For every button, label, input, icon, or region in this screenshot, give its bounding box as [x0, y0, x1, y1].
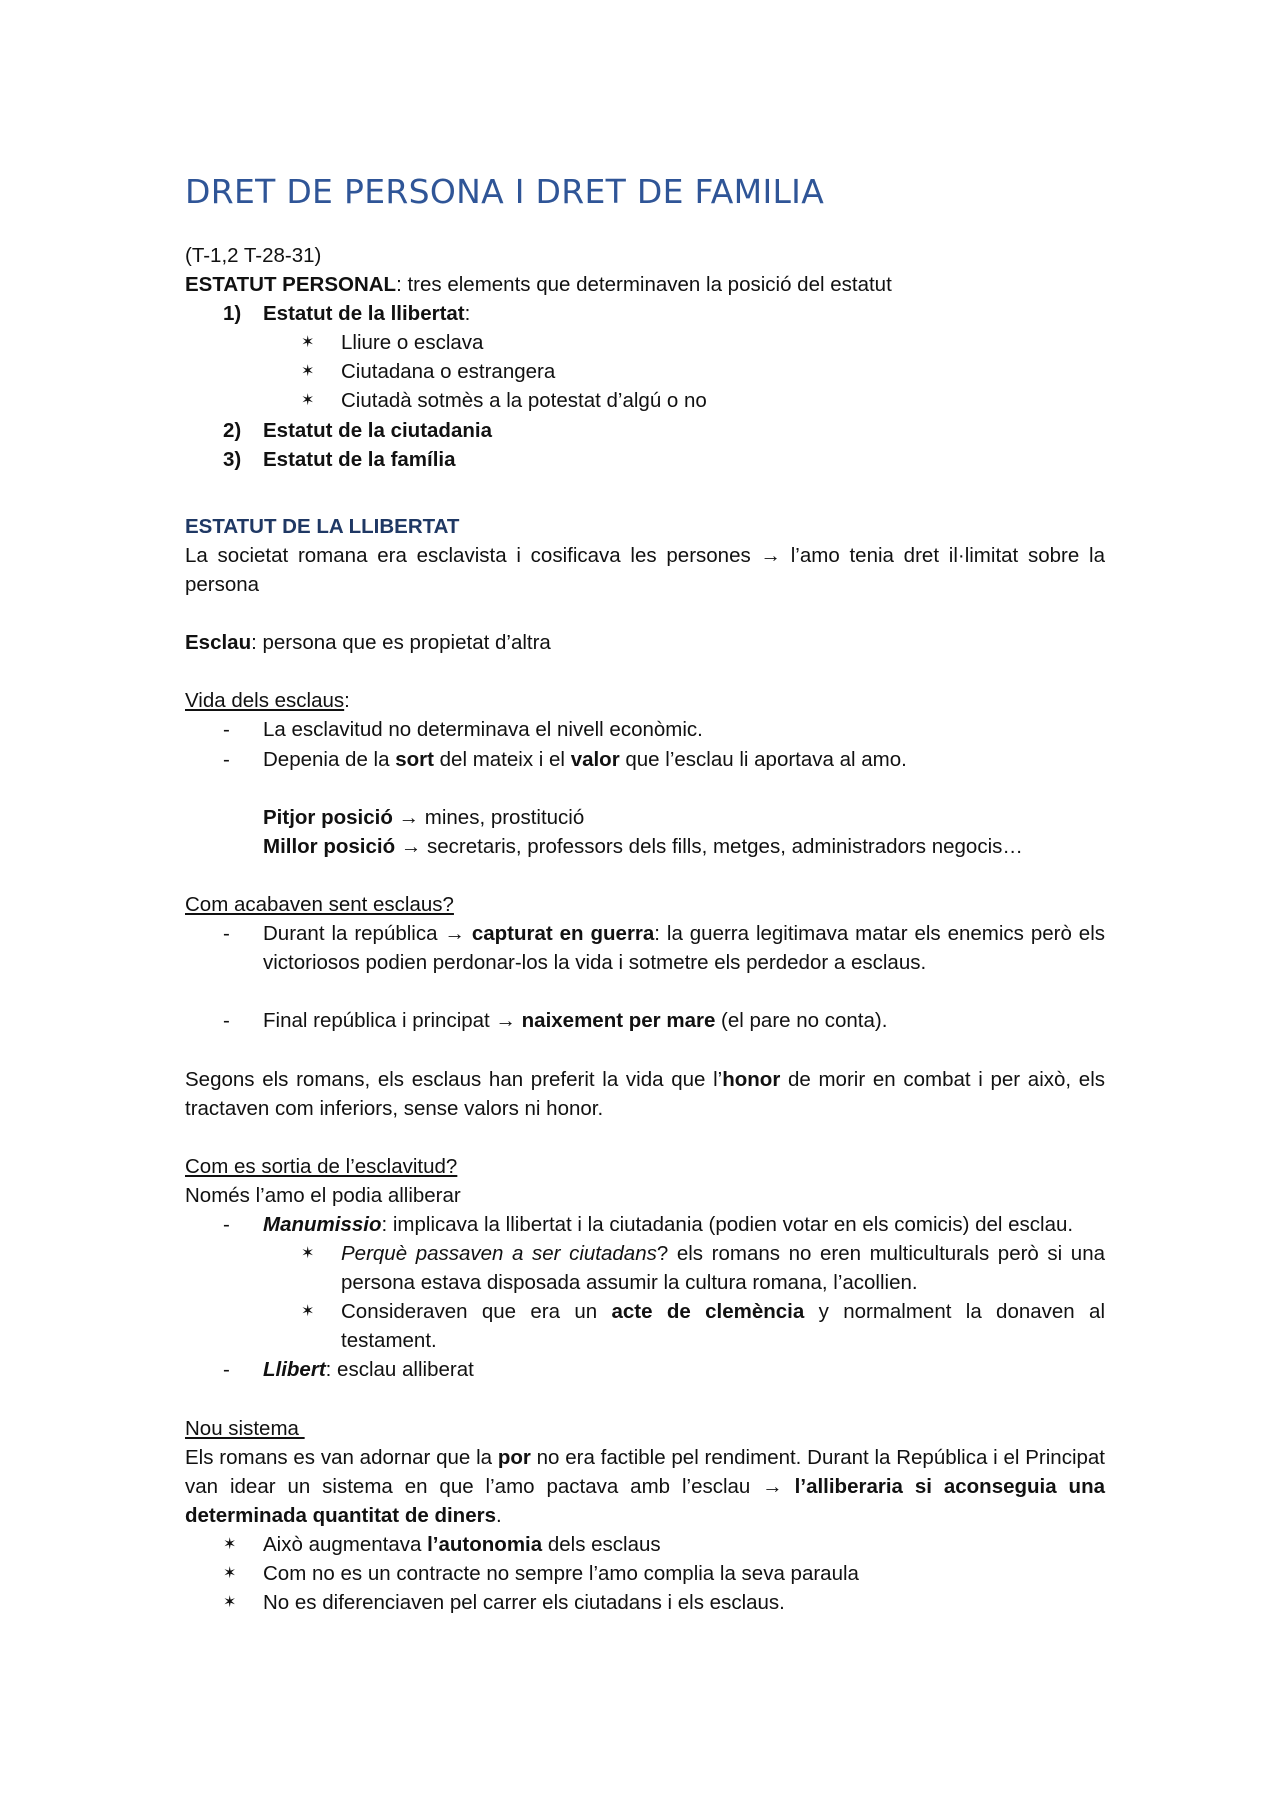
dash-item: - Depenia de la sort del mateix i el valor que l’esclau li aportava al amo. — [223, 747, 907, 771]
sub-bullet: ✶ Consideraven que era un acte de clemència y normalment la donaven al testament. — [301, 1300, 1105, 1353]
arrow-icon: → — [760, 543, 781, 567]
document-title: DRET DE PERSONA I DRET DE FAMILIA — [185, 172, 825, 211]
com-sortia-heading: Com es sortia de l’esclavitud? — [185, 1154, 458, 1178]
pitjor-posicio: Pitjor posició → mines, prostitució — [263, 805, 585, 829]
estatut-personal-line: ESTATUT PERSONAL: tres elements que determinaven la posició del estatut — [185, 273, 892, 297]
sub-bullet: ✶ Ciutadà sotmès a la potestat d’algú o no — [301, 389, 707, 413]
arrow-icon: → — [762, 1474, 783, 1498]
arrow-icon: → — [495, 1009, 516, 1033]
vida-heading: Vida dels esclaus: — [185, 689, 350, 713]
document-body — [185, 172, 1105, 1617]
millor-posicio: Millor posició → secretaris, professors dels fills, metges, administradors negocis… — [263, 834, 1023, 858]
paragraph-societat: La societat romana era esclavista i cosificava les persones → l’amo tenia dret il·limitat sobre la persona — [185, 543, 1105, 596]
sub-bullet: ✶ Ciutadana o estrangera — [301, 360, 556, 384]
star-bullet: ✶ Com no es un contracte no sempre l’amo complia la seva paraula — [223, 1562, 859, 1586]
com-acabaven-heading: Com acabaven sent esclaus? — [185, 892, 454, 916]
dash-item: - Durant la república → capturat en guerra: la guerra legitimava matar els enemics però els victoriosos podien perdonar-los la vida i sotmetre els perdedor a esclaus. — [223, 922, 1105, 975]
sub-bullet: ✶ Perquè passaven a ser ciutadans? els romans no eren multiculturals però si una persona estava disposada assumir la cultura romana, l’acollien. — [301, 1242, 1106, 1295]
numbered-item-2: 2) Estatut de la ciutadania — [223, 418, 492, 442]
star-bullet: ✶ No es diferenciaven pel carrer els ciutadans i els esclaus. — [223, 1591, 785, 1615]
numbered-item-3: 3) Estatut de la família — [223, 447, 456, 471]
arrow-icon: → — [398, 805, 420, 829]
sub-bullet: ✶ Lliure o esclava — [301, 331, 484, 355]
dash-item: - La esclavitud no determinava el nivell econòmic. — [223, 718, 703, 742]
paragraph-nou-sistema: Els romans es van adornar que la por no era factible pel rendiment. Durant la República i el Principat van idear un sistema en que l’amo pactava amb l’esclau → l’alliberaria si aconseguia una determinada quantitat de diners. — [185, 1445, 1105, 1527]
arrow-icon: → — [444, 922, 465, 946]
dash-item: - Final república i principat → naixement per mare (el pare no conta). — [223, 1009, 888, 1033]
numbered-item-1: 1) Estatut de la llibertat: — [223, 302, 471, 326]
com-sortia-intro: Només l’amo el podia alliberar — [185, 1183, 461, 1207]
nou-sistema-heading: Nou sistema — [185, 1416, 305, 1440]
paragraph-segons: Segons els romans, els esclaus han preferit la vida que l’honor de morir en combat i per això, els tractaven com inferiors, sense valors ni honor. — [185, 1067, 1105, 1120]
dash-item: - Manumissio: implicava la llibertat i la ciutadania (podien votar en els comicis) del esclau. — [223, 1213, 1074, 1236]
dash-item: - Llibert: esclau alliberat — [223, 1358, 474, 1382]
esclau-definition: Esclau: persona que es propietat d’altra — [185, 631, 551, 655]
section-heading-llibertat: ESTATUT DE LA LLIBERTAT — [185, 514, 460, 538]
arrow-icon: → — [400, 834, 422, 858]
reference-line: (T-1,2 T-28-31) — [185, 244, 322, 267]
star-bullet: ✶ Això augmentava l’autonomia dels esclaus — [223, 1533, 661, 1557]
